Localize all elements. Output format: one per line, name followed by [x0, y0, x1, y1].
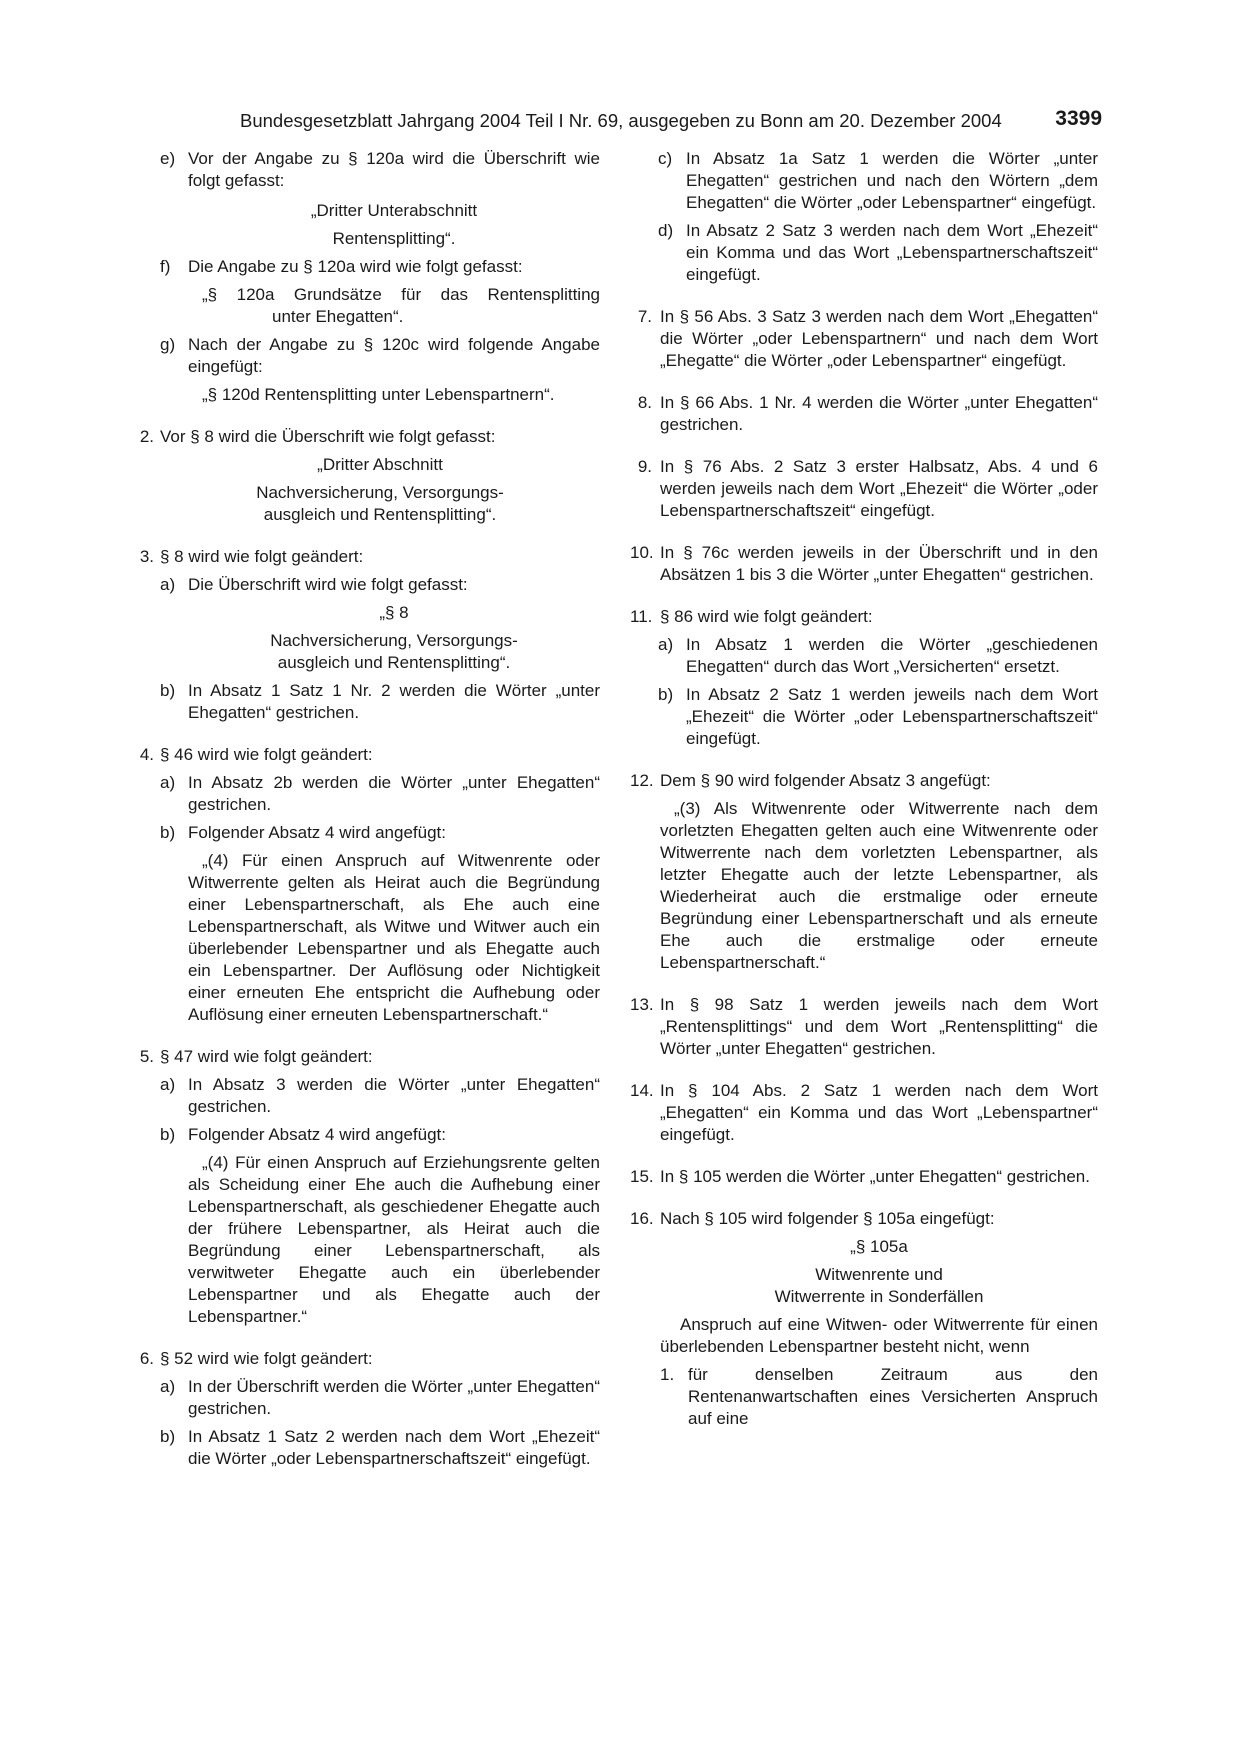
heading-line: Witwenrente und	[815, 1265, 943, 1284]
item-10: 10. In § 76c werden jeweils in der Überschrift und in den Absätzen 1 bis 3 die Wörter „unter Ehegatten“ gestrichen.	[630, 543, 1098, 584]
item-e: e) Vor der Angabe zu § 120a wird die Überschrift wie folgt gefasst:	[160, 149, 600, 190]
item-7-text: In § 56 Abs. 3 Satz 3 werden nach dem Wort „Ehegatten“ die Wörter „oder Lebenspartnern“ und nach dem Wort „Ehegatte“ die Wörter „oder Lebenspartner“ eingefügt.	[660, 307, 1098, 370]
item-6: 6. § 52 wird wie folgt geändert:	[139, 1349, 373, 1368]
paragraph	[630, 1314, 1098, 1358]
item-5b-text: Folgender Absatz 4 wird angefügt:	[188, 1125, 446, 1144]
item-g: g) Nach der Angabe zu § 120c wird folgende Angabe eingefügt:	[160, 335, 600, 376]
item-c: c) In Absatz 1a Satz 1 werden die Wörter „unter Ehegatten“ gestrichen und nach den Wörtern „dem Ehegatten“ die Wörter „oder Lebenspartner“ eingefügt.	[658, 149, 1098, 212]
sub-item-1: 1. für denselben Zeitraum aus den Rentenanwartschaften eines Versicherten Anspruch auf eine	[660, 1365, 1098, 1428]
item-3-text: § 8 wird wie folgt geändert:	[160, 547, 364, 566]
header-title: Bundesgesetzblatt Jahrgang 2004 Teil I Nr. 69, ausgegeben zu Bonn am 20. Dezember 2004	[240, 110, 1002, 131]
item-12: 12. Dem § 90 wird folgender Absatz 3 angefügt:	[630, 771, 991, 790]
item-f-text: Die Angabe zu § 120a wird wie folgt gefasst:	[188, 257, 523, 276]
item-6b: b) In Absatz 1 Satz 2 werden nach dem Wort „Ehezeit“ die Wörter „oder Lebenspartnerschaftszeit“ eingefügt.	[160, 1427, 600, 1468]
item-13: 13. In § 98 Satz 1 werden jeweils nach dem Wort „Rentensplittings“ und dem Wort „Rentensplitting“ die Wörter „unter Ehegatten“ gestrichen.	[630, 995, 1098, 1058]
item-10-text: In § 76c werden jeweils in der Überschrift und in den Absätzen 1 bis 3 die Wörter „unter Ehegatten“ gestrichen.	[660, 543, 1098, 584]
item-11-text: § 86 wird wie folgt geändert:	[660, 607, 873, 626]
quote-line: „§ 120d Rentensplitting unter Lebenspartnern“.	[202, 385, 555, 404]
item-16-text: Nach § 105 wird folgender § 105a eingefügt:	[660, 1209, 995, 1228]
item-3a: a) Die Überschrift wird wie folgt gefasst:	[160, 575, 468, 594]
heading-line: Nachversicherung, Versorgungs-	[256, 483, 504, 502]
item-d: d) In Absatz 2 Satz 3 werden nach dem Wort „Ehezeit“ ein Komma und das Wort „Lebenspartnerschaftszeit“ eingefügt.	[658, 221, 1098, 284]
quote-text: „(4) Für einen Anspruch auf Erziehungsrente gelten als Scheidung einer Ehe auch die Aufhebung einer Lebenspartnerschaft, als geschiedener Ehegatte auch der frühere Lebenspartner, als Heirat auch die Begründung einer Lebenspartnerschaft, als verwitweter Ehegatte auch ein überlebender Lebenspartner und als Ehegatte auch der Lebenspartner.“	[188, 1153, 600, 1326]
heading-line: Witwerrente in Sonderfällen	[774, 1287, 984, 1306]
item-7: 7. In § 56 Abs. 3 Satz 3 werden nach dem Wort „Ehegatten“ die Wörter „oder Lebenspartnern“ und nach dem Wort „Ehegatte“ die Wörter „oder Lebenspartner“ eingefügt.	[637, 307, 1098, 370]
item-5-text: § 47 wird wie folgt geändert:	[160, 1047, 373, 1066]
item-9: 9. In § 76 Abs. 2 Satz 3 erster Halbsatz, Abs. 4 und 6 werden jeweils nach dem Wort „Ehezeit“ die Wörter „oder Lebenspartnerschaftszeit“ eingefügt.	[637, 457, 1098, 520]
item-15-text: In § 105 werden die Wörter „unter Ehegatten“ gestrichen.	[660, 1167, 1090, 1186]
item-4a: a) In Absatz 2b werden die Wörter „unter Ehegatten“ gestrichen.	[160, 773, 600, 814]
heading-line: „Dritter Unterabschnitt	[310, 201, 478, 220]
item-3b: b) In Absatz 1 Satz 1 Nr. 2 werden die Wörter „unter Ehegatten“ gestrichen.	[160, 681, 600, 722]
item-8: 8. In § 66 Abs. 1 Nr. 4 werden die Wörter „unter Ehegatten“ gestrichen.	[637, 393, 1098, 434]
item-5a: a) In Absatz 3 werden die Wörter „unter Ehegatten“ gestrichen.	[160, 1075, 600, 1116]
item-5b: b) Folgender Absatz 4 wird angefügt:	[160, 1125, 446, 1144]
left-column	[132, 149, 600, 1470]
item-2-text: Vor § 8 wird die Überschrift wie folgt gefasst:	[160, 427, 496, 446]
quote-line: unter Ehegatten“.	[272, 307, 404, 326]
heading-line: ausgleich und Rentensplitting“.	[277, 653, 511, 672]
heading-line: „Dritter Abschnitt	[317, 455, 443, 474]
item-12-text: Dem § 90 wird folgender Absatz 3 angefügt:	[660, 771, 991, 790]
quote-text: „(3) Als Witwenrente oder Witwerrente nach dem vorletzten Ehegatten gelten auch eine Witwenrente oder Witwerrente nach dem vorletzten Lebenspartner, als letzter Ehegatte auch der letzte Lebenspartner, als Wiederheirat auch die erstmalige oder erneute Begründung einer Lebenspartnerschaft und als erneute Ehe auch die erstmalige oder erneute Lebenspartnerschaft.“	[660, 799, 1098, 972]
page-header	[240, 107, 1102, 132]
item-6b-text: In Absatz 1 Satz 2 werden nach dem Wort „Ehezeit“ die Wörter „oder Lebenspartnerschaftszeit“ eingefügt.	[188, 1427, 600, 1468]
item-5: 5. § 47 wird wie folgt geändert:	[139, 1047, 373, 1066]
item-11b: b) In Absatz 2 Satz 1 werden jeweils nach dem Wort „Ehezeit“ die Wörter „oder Lebenspartnerschaftszeit“ eingefügt.	[658, 685, 1098, 748]
item-11b-text: In Absatz 2 Satz 1 werden jeweils nach dem Wort „Ehezeit“ die Wörter „oder Lebenspartnerschaftszeit“ eingefügt.	[686, 685, 1098, 748]
item-11a: a) In Absatz 1 werden die Wörter „geschiedenen Ehegatten“ durch das Wort „Versicherten“ ersetzt.	[658, 635, 1098, 676]
sub-item-1-text: für denselben Zeitraum aus den Rentenanwartschaften eines Versicherten Anspruch auf eine	[688, 1365, 1098, 1428]
item-d-text: In Absatz 2 Satz 3 werden nach dem Wort „Ehezeit“ ein Komma und das Wort „Lebenspartnerschaftszeit“ eingefügt.	[686, 221, 1098, 284]
item-6a-text: In der Überschrift werden die Wörter „unter Ehegatten“ gestrichen.	[188, 1377, 600, 1418]
item-11: 11. § 86 wird wie folgt geändert:	[630, 607, 873, 626]
heading-line: „§ 105a	[850, 1237, 908, 1256]
quote-block	[132, 850, 600, 1026]
item-3a-text: Die Überschrift wird wie folgt gefasst:	[188, 575, 468, 594]
heading-line: „§ 8	[379, 603, 409, 622]
item-6a: a) In der Überschrift werden die Wörter „unter Ehegatten“ gestrichen.	[160, 1377, 600, 1418]
right-column	[630, 149, 1098, 1430]
item-4: 4. § 46 wird wie folgt geändert:	[139, 745, 373, 764]
item-3: 3. § 8 wird wie folgt geändert:	[139, 547, 364, 566]
item-5a-text: In Absatz 3 werden die Wörter „unter Ehegatten“ gestrichen.	[188, 1075, 600, 1116]
item-2: 2. Vor § 8 wird die Überschrift wie folgt gefasst:	[139, 427, 496, 446]
item-14-text: In § 104 Abs. 2 Satz 1 werden nach dem Wort „Ehegatten“ ein Komma und das Wort „Lebenspartner“ eingefügt.	[660, 1081, 1098, 1144]
item-8-text: In § 66 Abs. 1 Nr. 4 werden die Wörter „unter Ehegatten“ gestrichen.	[660, 393, 1098, 434]
item-c-text: In Absatz 1a Satz 1 werden die Wörter „unter Ehegatten“ gestrichen und nach den Wörtern „dem Ehegatten“ die Wörter „oder Lebenspartner“ eingefügt.	[686, 149, 1098, 212]
heading-line: Nachversicherung, Versorgungs-	[270, 631, 518, 650]
item-11a-text: In Absatz 1 werden die Wörter „geschiedenen Ehegatten“ durch das Wort „Versicherten“ ersetzt.	[686, 635, 1098, 676]
item-6-text: § 52 wird wie folgt geändert:	[160, 1349, 373, 1368]
quote-line: „§ 120a Grundsätze für das Rentensplitting	[202, 285, 600, 304]
item-4-text: § 46 wird wie folgt geändert:	[160, 745, 373, 764]
item-4b: b) Folgender Absatz 4 wird angefügt:	[160, 823, 446, 842]
item-g-text: Nach der Angabe zu § 120c wird folgende Angabe eingefügt:	[188, 335, 600, 376]
item-4a-text: In Absatz 2b werden die Wörter „unter Ehegatten“ gestrichen.	[188, 773, 600, 814]
item-15: 15. In § 105 werden die Wörter „unter Ehegatten“ gestrichen.	[630, 1167, 1090, 1186]
item-14: 14. In § 104 Abs. 2 Satz 1 werden nach dem Wort „Ehegatten“ ein Komma und das Wort „Lebenspartner“ eingefügt.	[630, 1081, 1098, 1144]
heading-line: Rentensplitting“.	[332, 229, 456, 248]
heading-line: ausgleich und Rentensplitting“.	[263, 505, 497, 524]
page-number: 3399	[1055, 107, 1102, 130]
paragraph-text: Anspruch auf eine Witwen- oder Witwerrente für einen überlebenden Lebenspartner besteht nicht, wenn	[660, 1315, 1098, 1356]
item-e-text: Vor der Angabe zu § 120a wird die Überschrift wie folgt gefasst:	[188, 149, 600, 190]
item-3b-text: In Absatz 1 Satz 1 Nr. 2 werden die Wörter „unter Ehegatten“ gestrichen.	[188, 681, 600, 722]
item-13-text: In § 98 Satz 1 werden jeweils nach dem Wort „Rentensplittings“ und dem Wort „Rentensplitting“ die Wörter „unter Ehegatten“ gestrichen.	[660, 995, 1098, 1058]
item-9-text: In § 76 Abs. 2 Satz 3 erster Halbsatz, Abs. 4 und 6 werden jeweils nach dem Wort „Ehezeit“ die Wörter „oder Lebenspartnerschaftszeit“ eingefügt.	[660, 457, 1098, 520]
quote-block	[132, 1152, 600, 1328]
item-4b-text: Folgender Absatz 4 wird angefügt:	[188, 823, 446, 842]
quote-text: „(4) Für einen Anspruch auf Witwenrente oder Witwerrente gelten als Heirat auch die Begründung einer Lebenspartnerschaft, als Ehe auch eine Lebenspartnerschaft, als Witwe und Witwer auch ein überlebender Lebenspartner und als Ehegatte auch ein Lebenspartner. Der Auflösung oder Nichtigkeit einer erneuten Ehe entspricht die Aufhebung oder Auflösung einer erneuten Lebenspartnerschaft.“	[188, 851, 600, 1024]
quote-block	[630, 798, 1098, 974]
item-16: 16. Nach § 105 wird folgender § 105a eingefügt:	[630, 1209, 995, 1228]
item-f: f) Die Angabe zu § 120a wird wie folgt gefasst:	[160, 257, 523, 276]
